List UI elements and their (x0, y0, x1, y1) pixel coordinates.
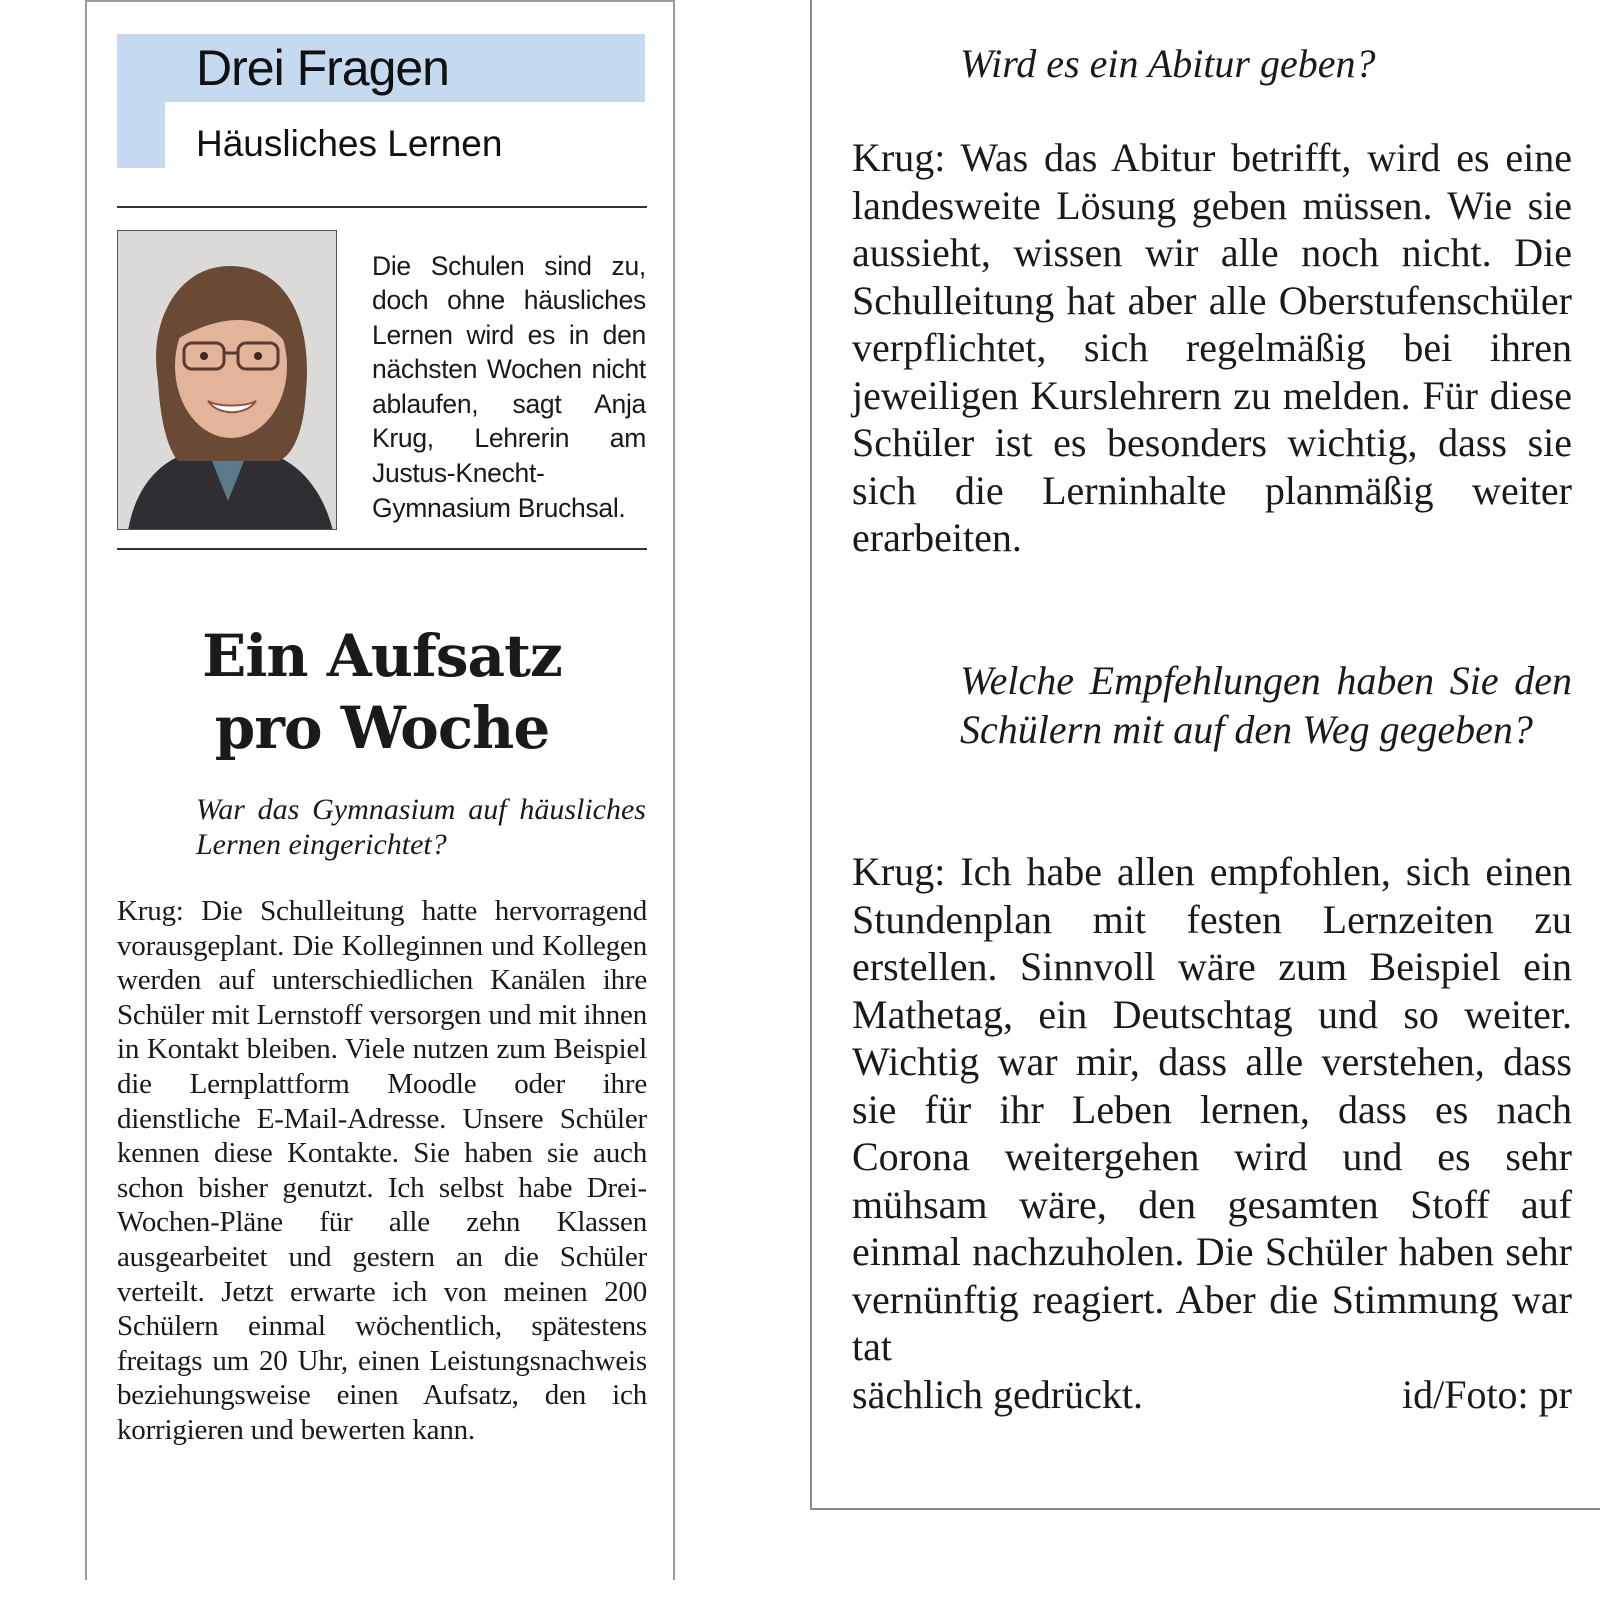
portrait-photo (117, 230, 337, 530)
headline-line-2: pro Woche (214, 694, 550, 762)
kicker-subtitle: Häusliches Lernen (196, 123, 503, 164)
kicker-title: Drei Fragen (196, 40, 449, 96)
question-3: Welche Empfehlungen haben Sie den Schülern mit auf den Weg gegeben? (960, 658, 1572, 752)
top-divider (117, 206, 647, 208)
question-1: War das Gymnasium auf häusliches Lernen eingerichtet? (196, 793, 646, 861)
answer-3-closing-line (852, 1371, 1572, 1419)
headline-line-1: Ein Aufsatz (202, 622, 562, 690)
photo-credit: id/Foto: pr (1401, 1371, 1572, 1417)
kicker-background-accent (117, 102, 165, 168)
answer-3 (852, 848, 1572, 1418)
portrait-illustration (118, 231, 337, 530)
answer-3-body: Krug: Ich habe allen empfohlen, sich einen Stundenplan mit festen Lernzeiten zu erstellen. Sinnvoll wäre zum Beispiel ein Mathetag, ein Deutschtag und so weiter. Wichtig war mir, dass alle verstehen, dass sie für ihr Leben lernen, dass es nach Corona weitergehen wird und es sehr mühsam wäre, den gesamten Stoff auf einmal nachzuholen. Die Schüler haben sehr vernünftig reagiert. Aber die Stimmung war tat (852, 849, 1572, 1369)
answer-3-last-words: sächlich gedrückt. (852, 1371, 1143, 1417)
answer-1: Krug: Die Schulleitung hatte hervorragend vorausgeplant. Die Kolleginnen und Kollegen werden auf unterschiedlichen Kanälen ihre Schüler mit Lernstoff versorgen und mit ihnen in Kontakt bleiben. Viele nutzen zum Beispiel die Lernplattform Moodle oder ihre dienstliche E-Mail-Adresse. Unsere Schüler kennen diese Kontakte. Sie haben sie auch schon bisher genutzt. Ich selbst habe Drei-Wochen-Pläne für alle zehn Klassen ausgearbeitet und gestern an die Schüler verteilt. Jetzt erwarte ich von meinen 200 Schülern einmal wöchentlich, spätestens freitags um 20 Uhr, einen Leistungsnachweis beziehungsweise einen Aufsatz, den ich korrigieren und bewerten kann. (117, 895, 647, 1446)
headline (117, 620, 647, 764)
intro-text: Die Schulen sind zu, doch ohne häusliches Lernen wird es in den nächsten Wochen nicht ablaufen, sagt Anja Krug, Lehrerin am Justus-Knecht-Gymnasium Bruchsal. (372, 250, 646, 523)
question-2: Wird es ein Abitur geben? (960, 41, 1376, 86)
answer-2: Krug: Was das Abitur betrifft, wird es eine landesweite Lösung geben müssen. Wie sie aussieht, wissen wir alle noch nicht. Die Schulleitung hat aber alle Oberstufenschüler verpflichtet, sich regelmäßig bei ihren jeweiligen Kurslehrern zu melden. Für diese Schüler ist es besonders wichtig, dass sie sich die Lerninhalte planmäßig weiter erarbeiten. (852, 135, 1572, 560)
bottom-divider (117, 548, 647, 550)
